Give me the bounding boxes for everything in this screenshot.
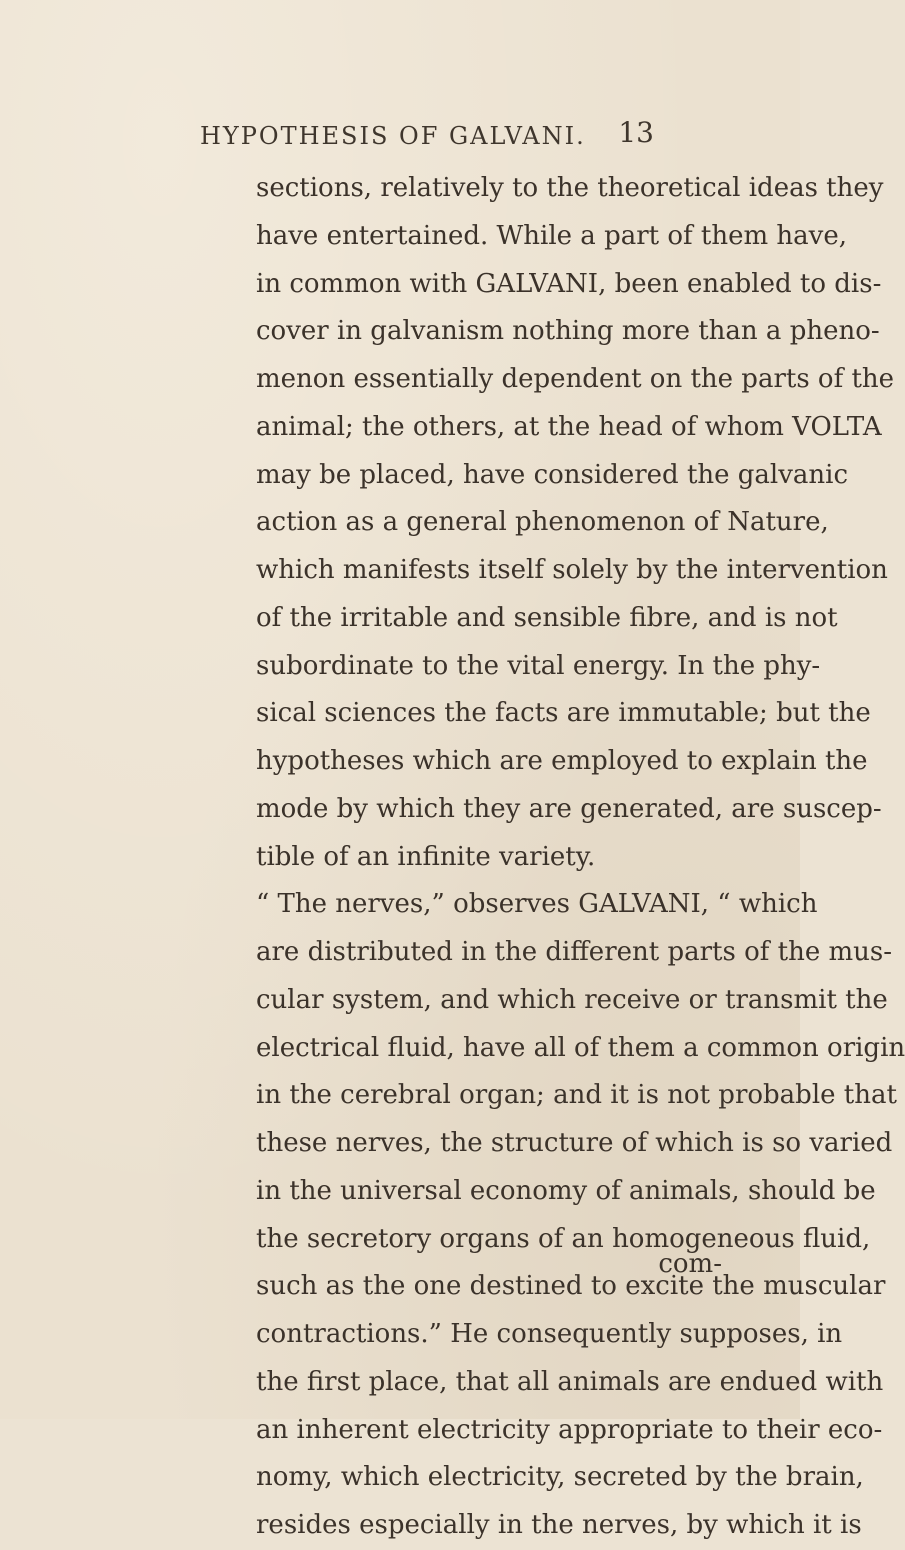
- text-line: sections, relatively to the theoretical ideas they: [256, 173, 884, 203]
- page-header: [0, 116, 800, 162]
- text-line: electrical fluid, have all of them a common origin: [256, 1032, 905, 1063]
- text-line: have entertained. While a part of them have,: [256, 220, 847, 251]
- text-line: in the cerebral organ; and it is not probable that: [256, 1080, 897, 1111]
- text-line: cular system, and which receive or transmit the: [256, 984, 888, 1015]
- text-line: an inherent electricity appropriate to their eco-: [256, 1414, 883, 1445]
- text-line: of the irritable and sensible fibre, and is not: [256, 602, 838, 633]
- text-line: may be placed, have considered the galvanic: [256, 459, 849, 490]
- text-line: resides especially in the nerves, by which it is: [256, 1510, 862, 1540]
- text-line: nomy, which electricity, secreted by the brain,: [256, 1462, 864, 1493]
- text-line: “ The nerves,” observes GALVANI, “ which: [256, 889, 818, 920]
- text-line: sical sciences the facts are immutable; but the: [256, 698, 871, 729]
- text-line: the first place, that all animals are endued with: [256, 1366, 884, 1397]
- body-text: [256, 165, 905, 1550]
- text-line: animal; the others, at the head of whom VOLTA: [256, 411, 882, 442]
- text-line: action as a general phenomenon of Nature,: [256, 507, 829, 538]
- text-line: hypotheses which are employed to explain the: [256, 746, 868, 776]
- text-line: in the universal economy of animals, should be: [256, 1175, 876, 1206]
- text-line: contractions.” He consequently supposes, in: [256, 1319, 843, 1349]
- text-line: subordinate to the vital energy. In the phy-: [256, 650, 821, 681]
- page-number: 13: [618, 116, 654, 149]
- text-line: which manifests itself solely by the intervention: [256, 555, 888, 585]
- text-line: menon essentially dependent on the parts of the: [256, 364, 895, 394]
- text-line: in common with GALVANI, been enabled to dis-: [256, 268, 882, 299]
- text-line: cover in galvanism nothing more than a pheno-: [256, 316, 880, 347]
- text-line: such as the one destined to excite the muscular: [256, 1271, 886, 1302]
- text-line: these nerves, the structure of which is so varied: [256, 1128, 893, 1158]
- catchword: com-: [658, 1249, 722, 1279]
- text-line: mode by which they are generated, are suscep-: [256, 793, 882, 824]
- text-line: the secretory organs of an homogeneous fluid,: [256, 1223, 871, 1254]
- text-line: tible of an infinite variety.: [256, 841, 596, 872]
- running-head: HYPOTHESIS OF GALVANI.: [200, 122, 586, 150]
- text-line: are distributed in the different parts of the mus-: [256, 937, 893, 967]
